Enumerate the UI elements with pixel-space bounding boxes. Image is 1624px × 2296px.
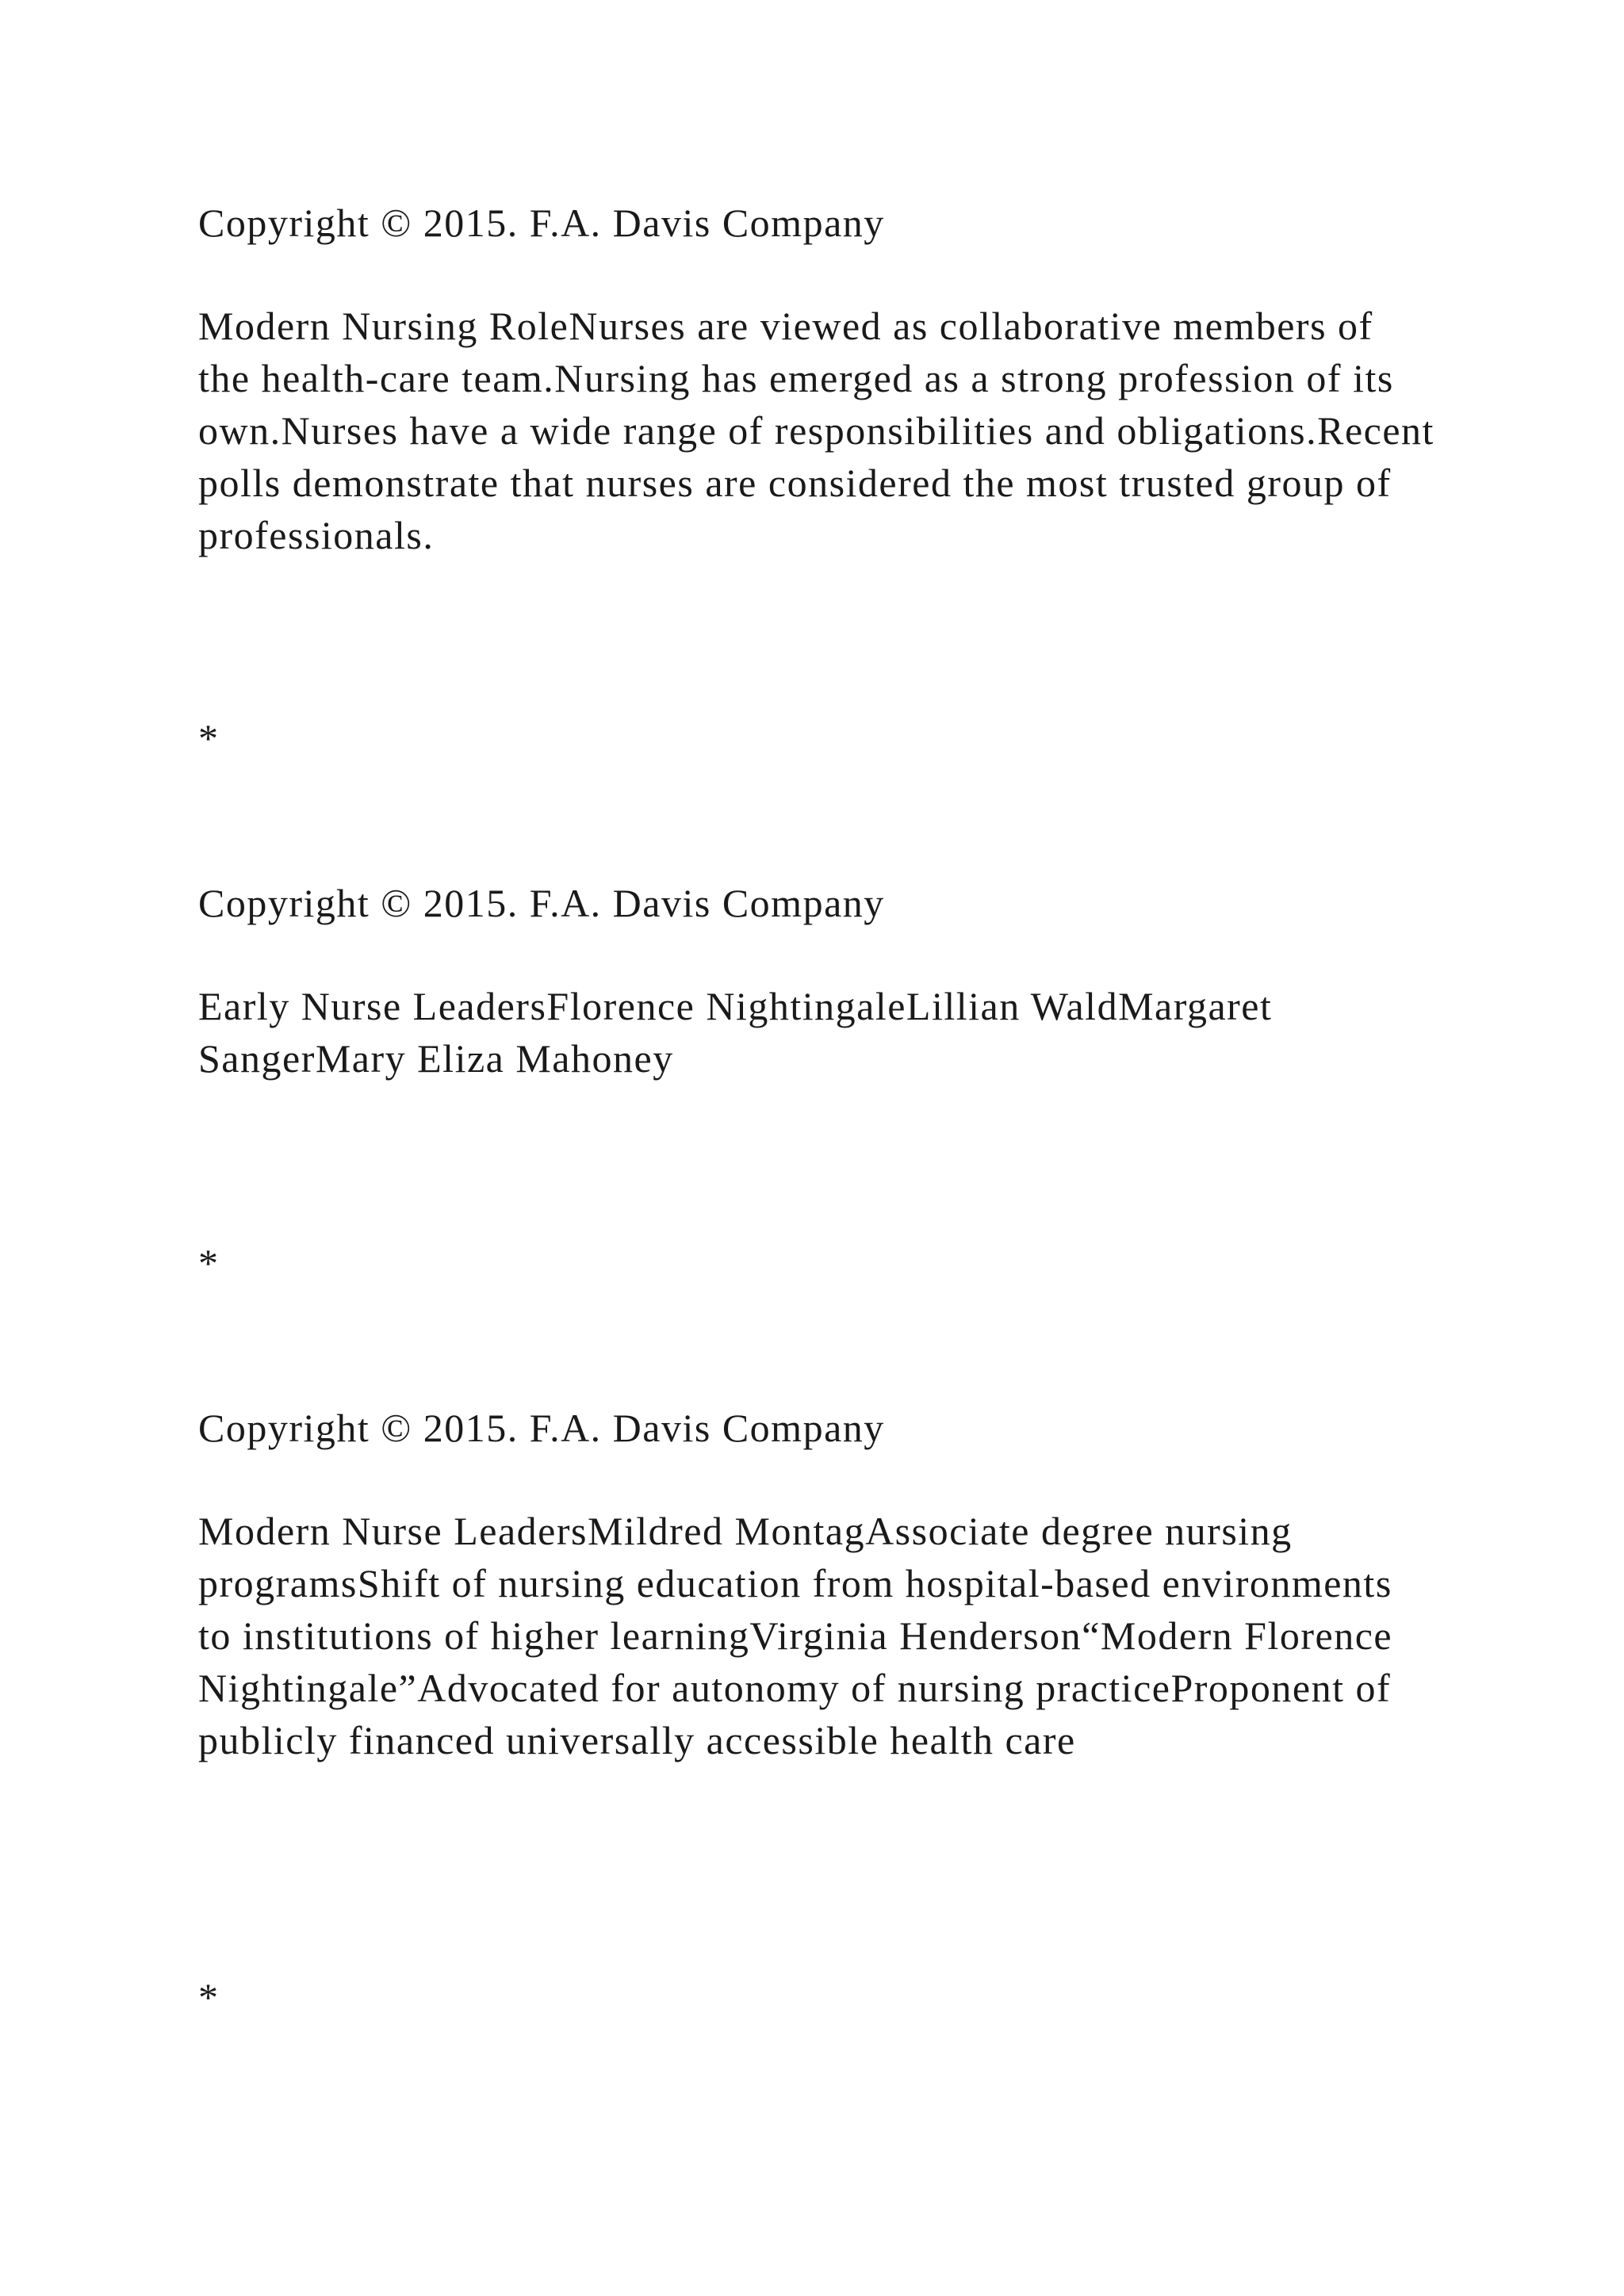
copyright-line-3: Copyright © 2015. F.A. Davis Company xyxy=(198,1406,885,1450)
copyright-line-2: Copyright © 2015. F.A. Davis Company xyxy=(198,881,885,925)
slide-3-marker: * xyxy=(198,1975,218,2019)
copyright-line-1: Copyright © 2015. F.A. Davis Company xyxy=(198,201,885,245)
slide-3-body: Modern Nurse LeadersMildred MontagAssociate degree nursing programsShift of nursing education from hospital-based environments to institutions of higher learningVirginia Henderson“Modern Florence Nightingale”Advocated for autonomy of nursing practiceProponent of publicly financed universally accessible health care xyxy=(198,1509,1393,1762)
slide-2-body: Early Nurse LeadersFlorence NightingaleLillian WaldMargaret SangerMary Eliza Mahoney xyxy=(198,984,1273,1081)
slide-1-marker: * xyxy=(198,716,218,760)
slide-2-marker: * xyxy=(198,1241,218,1285)
slide-1-body: Modern Nursing RoleNurses are viewed as collaborative members of the health-care team.Nursing has emerged as a strong profession of its own.Nurses have a wide range of responsibilities and obligations.Recent polls demonstrate that nurses are considered the most trusted group of professionals. xyxy=(198,304,1434,557)
